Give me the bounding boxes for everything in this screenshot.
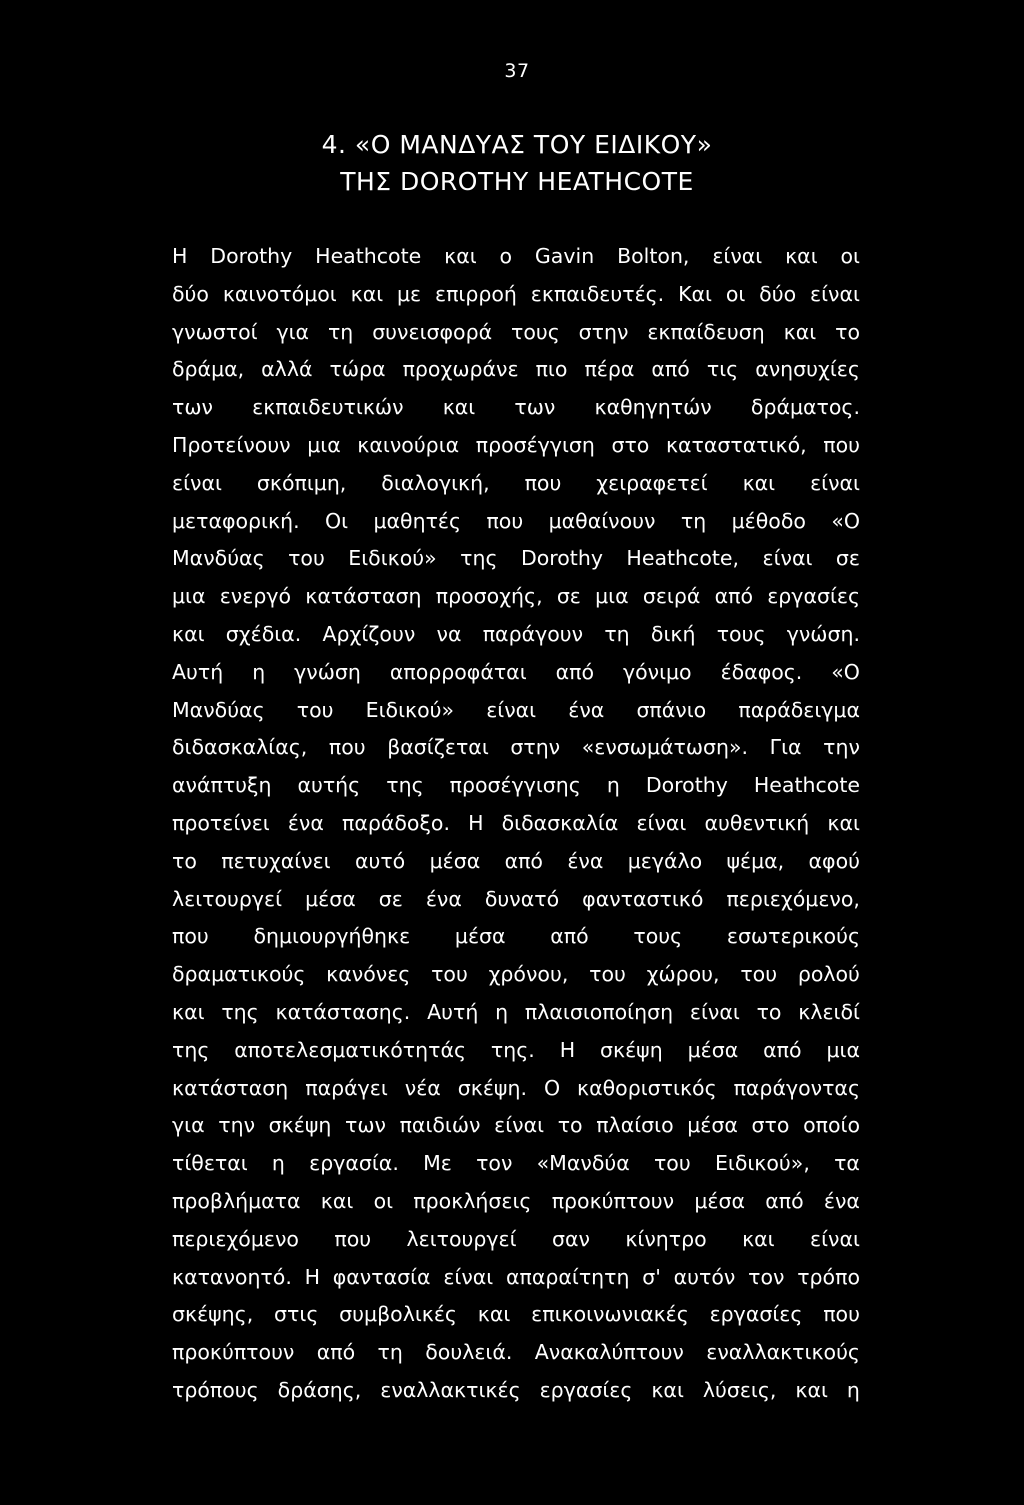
text-line: προβλήματα και οι προκλήσεις προκύπτουν μέσα από ένα — [172, 1188, 860, 1213]
text-line: και σχέδια. Αρχίζουν να παράγουν τη δική τους γνώση. — [172, 621, 860, 646]
text-line: τρόπους δράσης, εναλλακτικές εργασίες και λύσεις, και η — [172, 1377, 860, 1402]
text-line: Η Dorothy Heathcote και ο Gavin Bolton, είναι και οι — [172, 244, 860, 268]
text-line: τίθεται η εργασία. Με τον «Μανδύα του Ειδικού», τα — [172, 1151, 860, 1176]
text-line: μεταφορική. Οι μαθητές που μαθαίνουν τη μέθοδο «Ο — [172, 508, 860, 533]
text-line: για την σκέψη των παιδιών είναι το πλαίσιο μέσα στο οποίο — [172, 1113, 860, 1138]
text-line: δύο καινοτόμοι και με επιρροή εκπαιδευτές. Και οι δύο είναι — [172, 281, 860, 306]
page-number: 37 — [504, 60, 530, 82]
text-line: προκύπτουν από τη δουλειά. Ανακαλύπτουν εναλλακτικούς — [172, 1340, 860, 1365]
text-line: της αποτελεσματικότητάς της. Η σκέψη μέσα από μια — [172, 1037, 860, 1062]
text-line: προτείνει ένα παράδοξο. Η διδασκαλία είναι αυθεντική και — [172, 810, 860, 835]
body-paragraph — [172, 238, 860, 1410]
text-line: το πετυχαίνει αυτό μέσα από ένα μεγάλο ψέμα, αφού — [172, 848, 860, 873]
text-line: είναι σκόπιμη, διαλογική, που χειραφετεί και είναι — [172, 470, 860, 495]
text-line: Μανδύας του Ειδικού» είναι ένα σπάνιο παράδειγμα — [172, 697, 860, 722]
text-line: διδασκαλίας, που βασίζεται στην «ενσωμάτωση». Για την — [172, 735, 860, 760]
text-line: που δημιουργήθηκε μέσα από τους εσωτερικούς — [172, 924, 860, 949]
text-line: ανάπτυξη αυτής της προσέγγισης η Dorothy Heathcote — [172, 773, 860, 798]
text-line: σκέψης, στις συμβολικές και επικοινωνιακές εργασίες που — [172, 1302, 860, 1327]
chapter-title: 4. «Ο ΜΑΝΔΥΑΣ ΤΟΥ ΕΙΔΙΚΟΥ» — [321, 130, 713, 159]
text-line: μια ενεργό κατάσταση προσοχής, σε μια σειρά από εργασίες — [172, 584, 860, 609]
text-line: Αυτή η γνώση απορροφάται από γόνιμο έδαφος. «Ο — [172, 659, 860, 684]
text-line: και της κατάστασης. Αυτή η πλαισιοποίηση είναι το κλειδί — [172, 999, 860, 1024]
text-line: Προτείνουν μια καινούρια προσέγγιση στο καταστατικό, που — [172, 432, 860, 457]
text-line: δράμα, αλλά τώρα προχωράνε πιο πέρα από τις ανησυχίες — [172, 357, 860, 382]
text-line: Μανδύας του Ειδικού» της Dorothy Heathcote, είναι σε — [172, 546, 860, 571]
text-line: περιεχόμενο που λειτουργεί σαν κίνητρο και είναι — [172, 1226, 860, 1251]
text-line: των εκπαιδευτικών και των καθηγητών δράματος. — [172, 395, 860, 420]
text-line: λειτουργεί μέσα σε ένα δυνατό φανταστικό περιεχόμενο, — [172, 886, 860, 911]
text-line: γνωστοί για τη συνεισφορά τους στην εκπαίδευση και το — [172, 319, 860, 344]
text-line: κατάσταση παράγει νέα σκέψη. Ο καθοριστικός παράγοντας — [172, 1075, 860, 1100]
chapter-subtitle: ΤΗΣ DOROTHY HEATHCOTE — [340, 167, 694, 196]
text-line: δραματικούς κανόνες του χρόνου, του χώρου, του ρολού — [172, 962, 860, 987]
text-line: κατανοητό. Η φαντασία είναι απαραίτητη σ' αυτόν τον τρόπο — [172, 1264, 860, 1289]
